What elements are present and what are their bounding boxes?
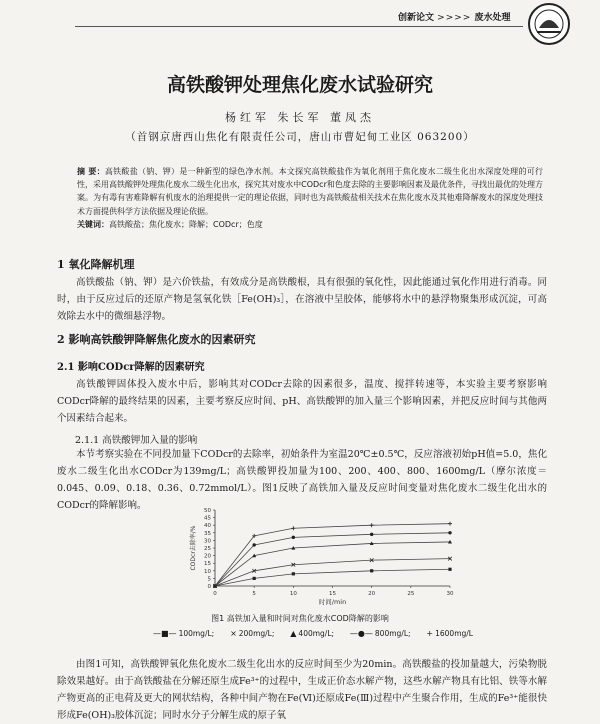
- section-1-heading: 1 氧化降解机理: [57, 258, 135, 271]
- data-point: [370, 523, 374, 527]
- y-tick-label: 5: [207, 576, 211, 583]
- legend-label: 100mg/L;: [178, 629, 215, 638]
- data-point: [252, 543, 255, 546]
- data-point: [253, 577, 256, 580]
- legend-item: [230, 629, 274, 638]
- legend-marker: —■—: [153, 629, 177, 638]
- section-2-1-1-body: [57, 446, 547, 514]
- legend-label: 1600mg/L: [435, 629, 473, 638]
- section-1-body: [57, 274, 547, 325]
- data-point: [291, 526, 295, 530]
- conclusion-paragraph: 由图1可知，高铁酸钾氧化焦化废水二级生化出水的反应时间至少为20min。高铁酸盐的投加量越大，污染物脱除效果越好。由于高铁酸盐在分解还原生成Fe³⁺的过程中，生成正价态水解产物，这些水解产物具有比铝、铁等水解产物更高的正电荷及更大的网状结构，各种中间产物在Fe(Ⅵ)还原成Fe(Ⅲ)过程中产生聚合作用，生成的Fe³⁺能很快形成Fe(OH)₃胶体沉淀；同时水分子分解生成的原子氧: [57, 659, 547, 721]
- legend-label: 800mg/L;: [374, 629, 411, 638]
- header-topic: 废水处理: [474, 13, 511, 23]
- conclusion-body: [57, 656, 547, 724]
- journal-logo-icon: [527, 2, 571, 46]
- section-2-1-heading: 2.1 影响CODcr降解的因素研究: [57, 362, 205, 373]
- y-tick-label: 20: [204, 553, 211, 560]
- legend-label: 400mg/L;: [298, 629, 335, 638]
- legend-item: [153, 629, 214, 638]
- header-arrows: >>>>: [437, 13, 472, 23]
- y-tick-label: 35: [204, 530, 211, 537]
- data-point: [292, 536, 295, 539]
- data-point: [448, 531, 451, 534]
- header-rule: [75, 26, 523, 27]
- x-tick-label: 30: [446, 591, 454, 597]
- legend-marker: ×: [230, 629, 237, 638]
- legend-item: [426, 629, 473, 638]
- keywords-text: 高铁酸盐；焦化废水；降解；CODcr；色度: [109, 219, 263, 229]
- data-point: [370, 533, 373, 536]
- abstract: [77, 165, 543, 218]
- paper-title: 高铁酸钾处理焦化废水试验研究: [166, 74, 433, 96]
- y-tick-label: 50: [204, 508, 211, 514]
- section-1-paragraph: 高铁酸盐（钠、钾）是六价铁盐，有效成分是高铁酸根，具有很强的氧化性，因此能通过氧化作用进行消毒。同时，由于反应过后的还原产物是氢氧化铁［Fe(OH)₃］，在溶液中呈胶体，能够将水中的悬浮物聚集形成沉淀，可高效除去水中的微细悬浮物。: [57, 277, 547, 322]
- y-tick-label: 40: [204, 523, 211, 530]
- y-tick-label: 15: [204, 561, 211, 568]
- y-axis-label: CODcr去除率/%: [190, 525, 197, 571]
- y-tick-label: 10: [204, 568, 211, 575]
- abstract-label: 摘 要：: [77, 167, 105, 176]
- x-tick-label: 0: [213, 591, 217, 597]
- section-2-1-paragraph: 高铁酸钾固体投入废水中后，影响其对CODcr去除的因素很多，温度、搅拌转速等，本实验主要考察影响CODcr降解的最终结果的因素，主要考察反应时间、pH、高铁酸钾的加入量三个影响因素，并把反应时间与其他两个因素结合起来。: [57, 379, 547, 424]
- x-tick-label: 10: [289, 591, 297, 597]
- y-tick-label: 25: [204, 546, 211, 552]
- section-2-1-1-heading: 2.1.1 高铁酸钾加入量的影响: [75, 435, 198, 446]
- x-tick-label: 25: [407, 591, 415, 597]
- legend-item: [290, 629, 334, 638]
- data-point: [370, 569, 373, 572]
- figure-legend: [153, 629, 473, 638]
- section-2-heading: 2 影响高铁酸钾降解焦化废水的因素研究: [57, 333, 256, 346]
- figure-caption: 图1 高铁加入量和时间对焦化废水COD降解的影响: [211, 614, 389, 623]
- legend-marker: —●—: [349, 629, 373, 638]
- authors: 杨红军 朱长军 董凤杰: [225, 111, 375, 124]
- data-point: [448, 522, 452, 526]
- series-line: [215, 569, 450, 586]
- abstract-text: 高铁酸盐（钠、钾）是一种新型的绿色净水剂。本文探究高铁酸盐作为氧化剂用于焦化废水二级生化出水深度处理的可行性，采用高铁酸钾处理焦化废水二级生化出水，探究其对废水中CODcr和色度去除的主要影响因素及最优条件，寻找出最优的处理方案。为有毒有害难降解有机废水的治理提供一定的理论依据，同时也为高铁酸盐相关技术在焦化废水及其他难降解废水的深度处理技术方面提供科学方法依据及理论依据。: [77, 167, 543, 216]
- keywords: [77, 218, 543, 231]
- section-2-1-1-paragraph: 本节考察实验在不同投加量下CODcr的去除率，初始条件为室温20℃±0.5℃，反应溶液初始pH值=5.0，焦化废水二级生化出水CODcr为139mg/L；高铁酸钾投加量为100、200、400、800、1600mg/L（摩尔浓度＝0.045、0.09、0.18、0.36、0.72mmol/L）。图1反映了高铁加入量及反应时间变量对焦化废水二级生化出水的CODcr的降解影响。: [57, 449, 547, 511]
- figure-1-chart: [160, 506, 460, 616]
- x-axis-label: 时间/min: [318, 598, 347, 606]
- data-point: [448, 568, 451, 571]
- legend-item: [350, 629, 411, 638]
- legend-marker: ▲: [290, 629, 297, 638]
- abstract-block: [77, 165, 543, 231]
- legend-marker: +: [426, 629, 434, 638]
- x-tick-label: 20: [368, 591, 376, 597]
- x-tick-label: 5: [252, 591, 256, 597]
- section-2-1-body: [57, 376, 547, 427]
- keywords-label: 关键词：: [77, 219, 109, 229]
- x-tick-label: 15: [329, 591, 336, 597]
- series-line: [215, 524, 450, 586]
- legend-label: 200mg/L;: [238, 629, 275, 638]
- header-section: 创新论文: [398, 13, 435, 23]
- y-tick-label: 0: [207, 584, 211, 590]
- running-header: [398, 10, 510, 23]
- y-tick-label: 45: [204, 515, 211, 522]
- affiliation: （首钢京唐西山焦化有限责任公司，唐山市曹妃甸工业区 063200）: [125, 131, 475, 143]
- data-point: [292, 572, 295, 575]
- y-tick-label: 30: [204, 538, 211, 545]
